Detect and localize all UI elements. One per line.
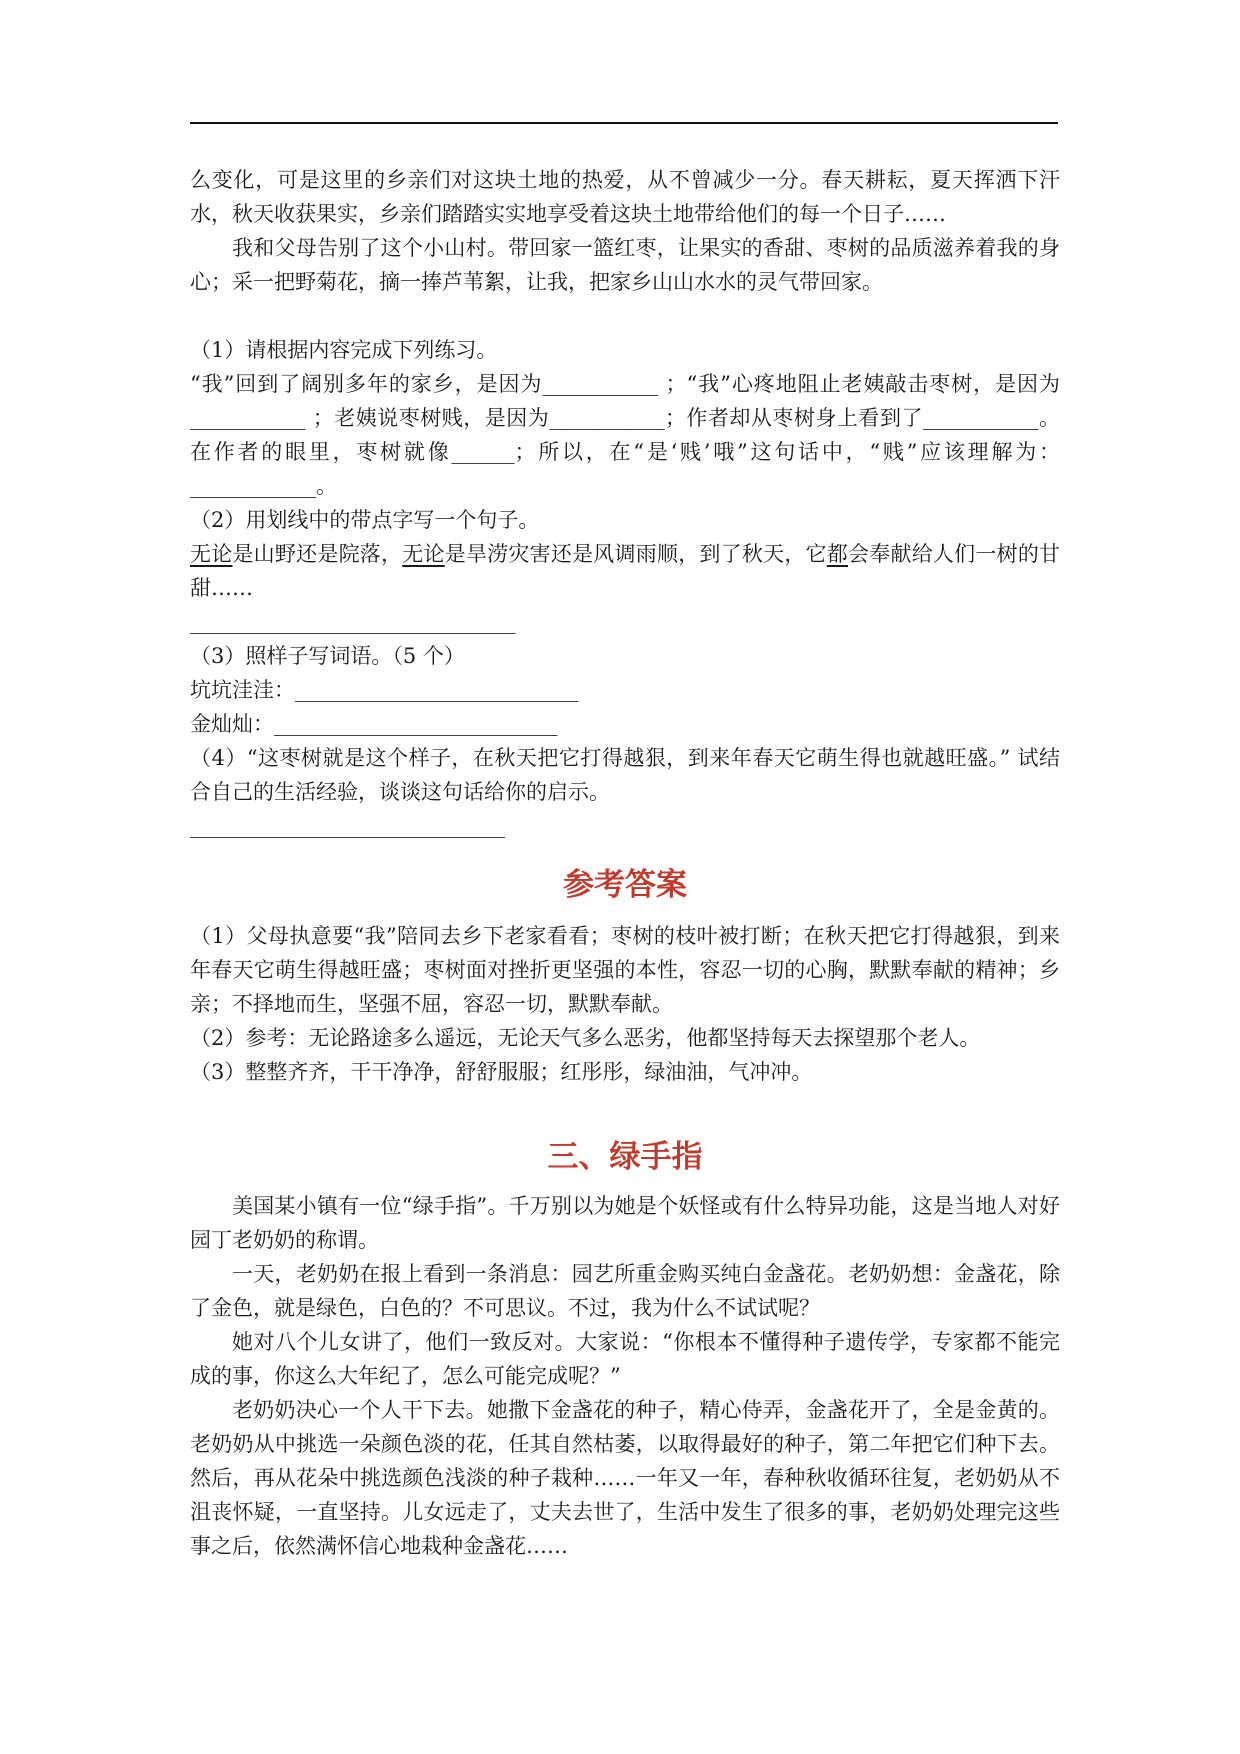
- answers-heading: 参考答案: [563, 867, 687, 903]
- underlined-word: 都: [826, 542, 849, 566]
- question-2-sentence: [190, 537, 1060, 605]
- question-1-body: “我”回到了阔别多年的家乡，是因为___________ ；“我”心疼地阻止老姨敲击枣树，是因为___________ ；老姨说枣树贱，是因为___________；作者却从枣树身上看到了___________。在作者的眼里，枣树就像______；所以，在“是‘贱’哦”这句话中，“贱”应该理解为：____________。: [190, 372, 1060, 498]
- section-3-heading: 三、绿手指: [547, 1139, 703, 1175]
- underlined-word: 无论: [402, 542, 445, 566]
- story-paragraph: 美国某小镇有一位“绿手指”。千万别以为她是个妖怪或有什么特异功能，这是当地人对好园丁老奶奶的称谓。: [190, 1194, 1060, 1252]
- question-4-text: （4）“这枣树就是这个样子，在秋天把它打得越狠，到来年春天它萌生得也就越旺盛。” 试结合自己的生活经验，谈谈这句话给你的启示。: [190, 746, 1060, 804]
- passage-paragraph: 么变化，可是这里的乡亲们对这块土地的热爱，从不曾减少一分。春天耕耘，夏天挥洒下汗水，秋天收获果实，乡亲们踏踏实实地享受着这块土地带给他们的每一个日子……: [190, 168, 1060, 226]
- passage-paragraph: 我和父母告别了这个小山村。带回家一篮红枣，让果实的香甜、枣树的品质滋养着我的身心；采一把野菊花，摘一捧芦苇絮，让我，把家乡山山水水的灵气带回家。: [190, 236, 1060, 294]
- question-3-example-2: 金灿灿：___________________________: [190, 712, 558, 736]
- story-paragraph: 她对八个儿女讲了，他们一致反对。大家说：“你根本不懂得种子遗传学，专家都不能完成的事，你这么大年纪了，怎么可能完成呢？”: [190, 1330, 1060, 1388]
- answer-2: （2）参考：无论路途多么遥远，无论天气多么恶劣，他都坚持每天去探望那个老人。: [190, 1026, 981, 1050]
- question-1-title: （1）请根据内容完成下列练习。: [190, 338, 498, 362]
- answer-blank: ______________________________: [190, 814, 505, 838]
- document-body: [190, 163, 1060, 1563]
- spacer: [190, 299, 1060, 333]
- question-3-title: （3）照样子写词语。（5 个）: [190, 644, 465, 668]
- answer-3: （3）整整齐齐，干干净净，舒舒服服；红彤彤，绿油油，气冲冲。: [190, 1060, 813, 1084]
- question-2-title: （2）用划线中的带点字写一个句子。: [190, 508, 540, 532]
- header-rule: [190, 122, 1058, 124]
- underlined-word: 无论: [190, 542, 233, 566]
- question-3-example-1: 坑坑洼洼：___________________________: [190, 678, 579, 702]
- story-paragraph: 老奶奶决心一个人干下去。她撒下金盏花的种子，精心侍弄，金盏花开了，全是金黄的。老奶奶从中挑选一朵颜色淡的花，任其自然枯萎，以取得最好的种子，第二年把它们种下去。然后，再从花朵中挑选颜色浅淡的种子栽种……一年又一年，春种秋收循环往复，老奶奶从不沮丧怀疑，一直坚持。儿女远走了，丈夫去世了，生活中发生了很多的事，老奶奶处理完这些事之后，依然满怀信心地栽种金盏花……: [190, 1398, 1060, 1558]
- sentence-text: 会奉献给人们一树的甘甜……: [190, 542, 1061, 600]
- answer-1: （1）父母执意要“我”陪同去乡下老家看看；枣树的枝叶被打断；在秋天把它打得越狠，到来年春天它萌生得越旺盛；枣树面对挫折更坚强的本性，容忍一切的心胸，默默奉献的精神；乡亲；不择地而生，坚强不屈，容忍一切，默默奉献。: [190, 924, 1060, 1016]
- sentence-text: 是山野还是院落，: [232, 542, 403, 566]
- sentence-text: 是旱涝灾害还是风调雨顺，到了秋天，它: [444, 542, 827, 566]
- story-paragraph: 一天，老奶奶在报上看到一条消息：园艺所重金购买纯白金盏花。老奶奶想：金盏花，除了金色，就是绿色，白色的？不可思议。不过，我为什么不试试呢？: [190, 1262, 1060, 1320]
- answer-blank: _______________________________: [190, 610, 516, 634]
